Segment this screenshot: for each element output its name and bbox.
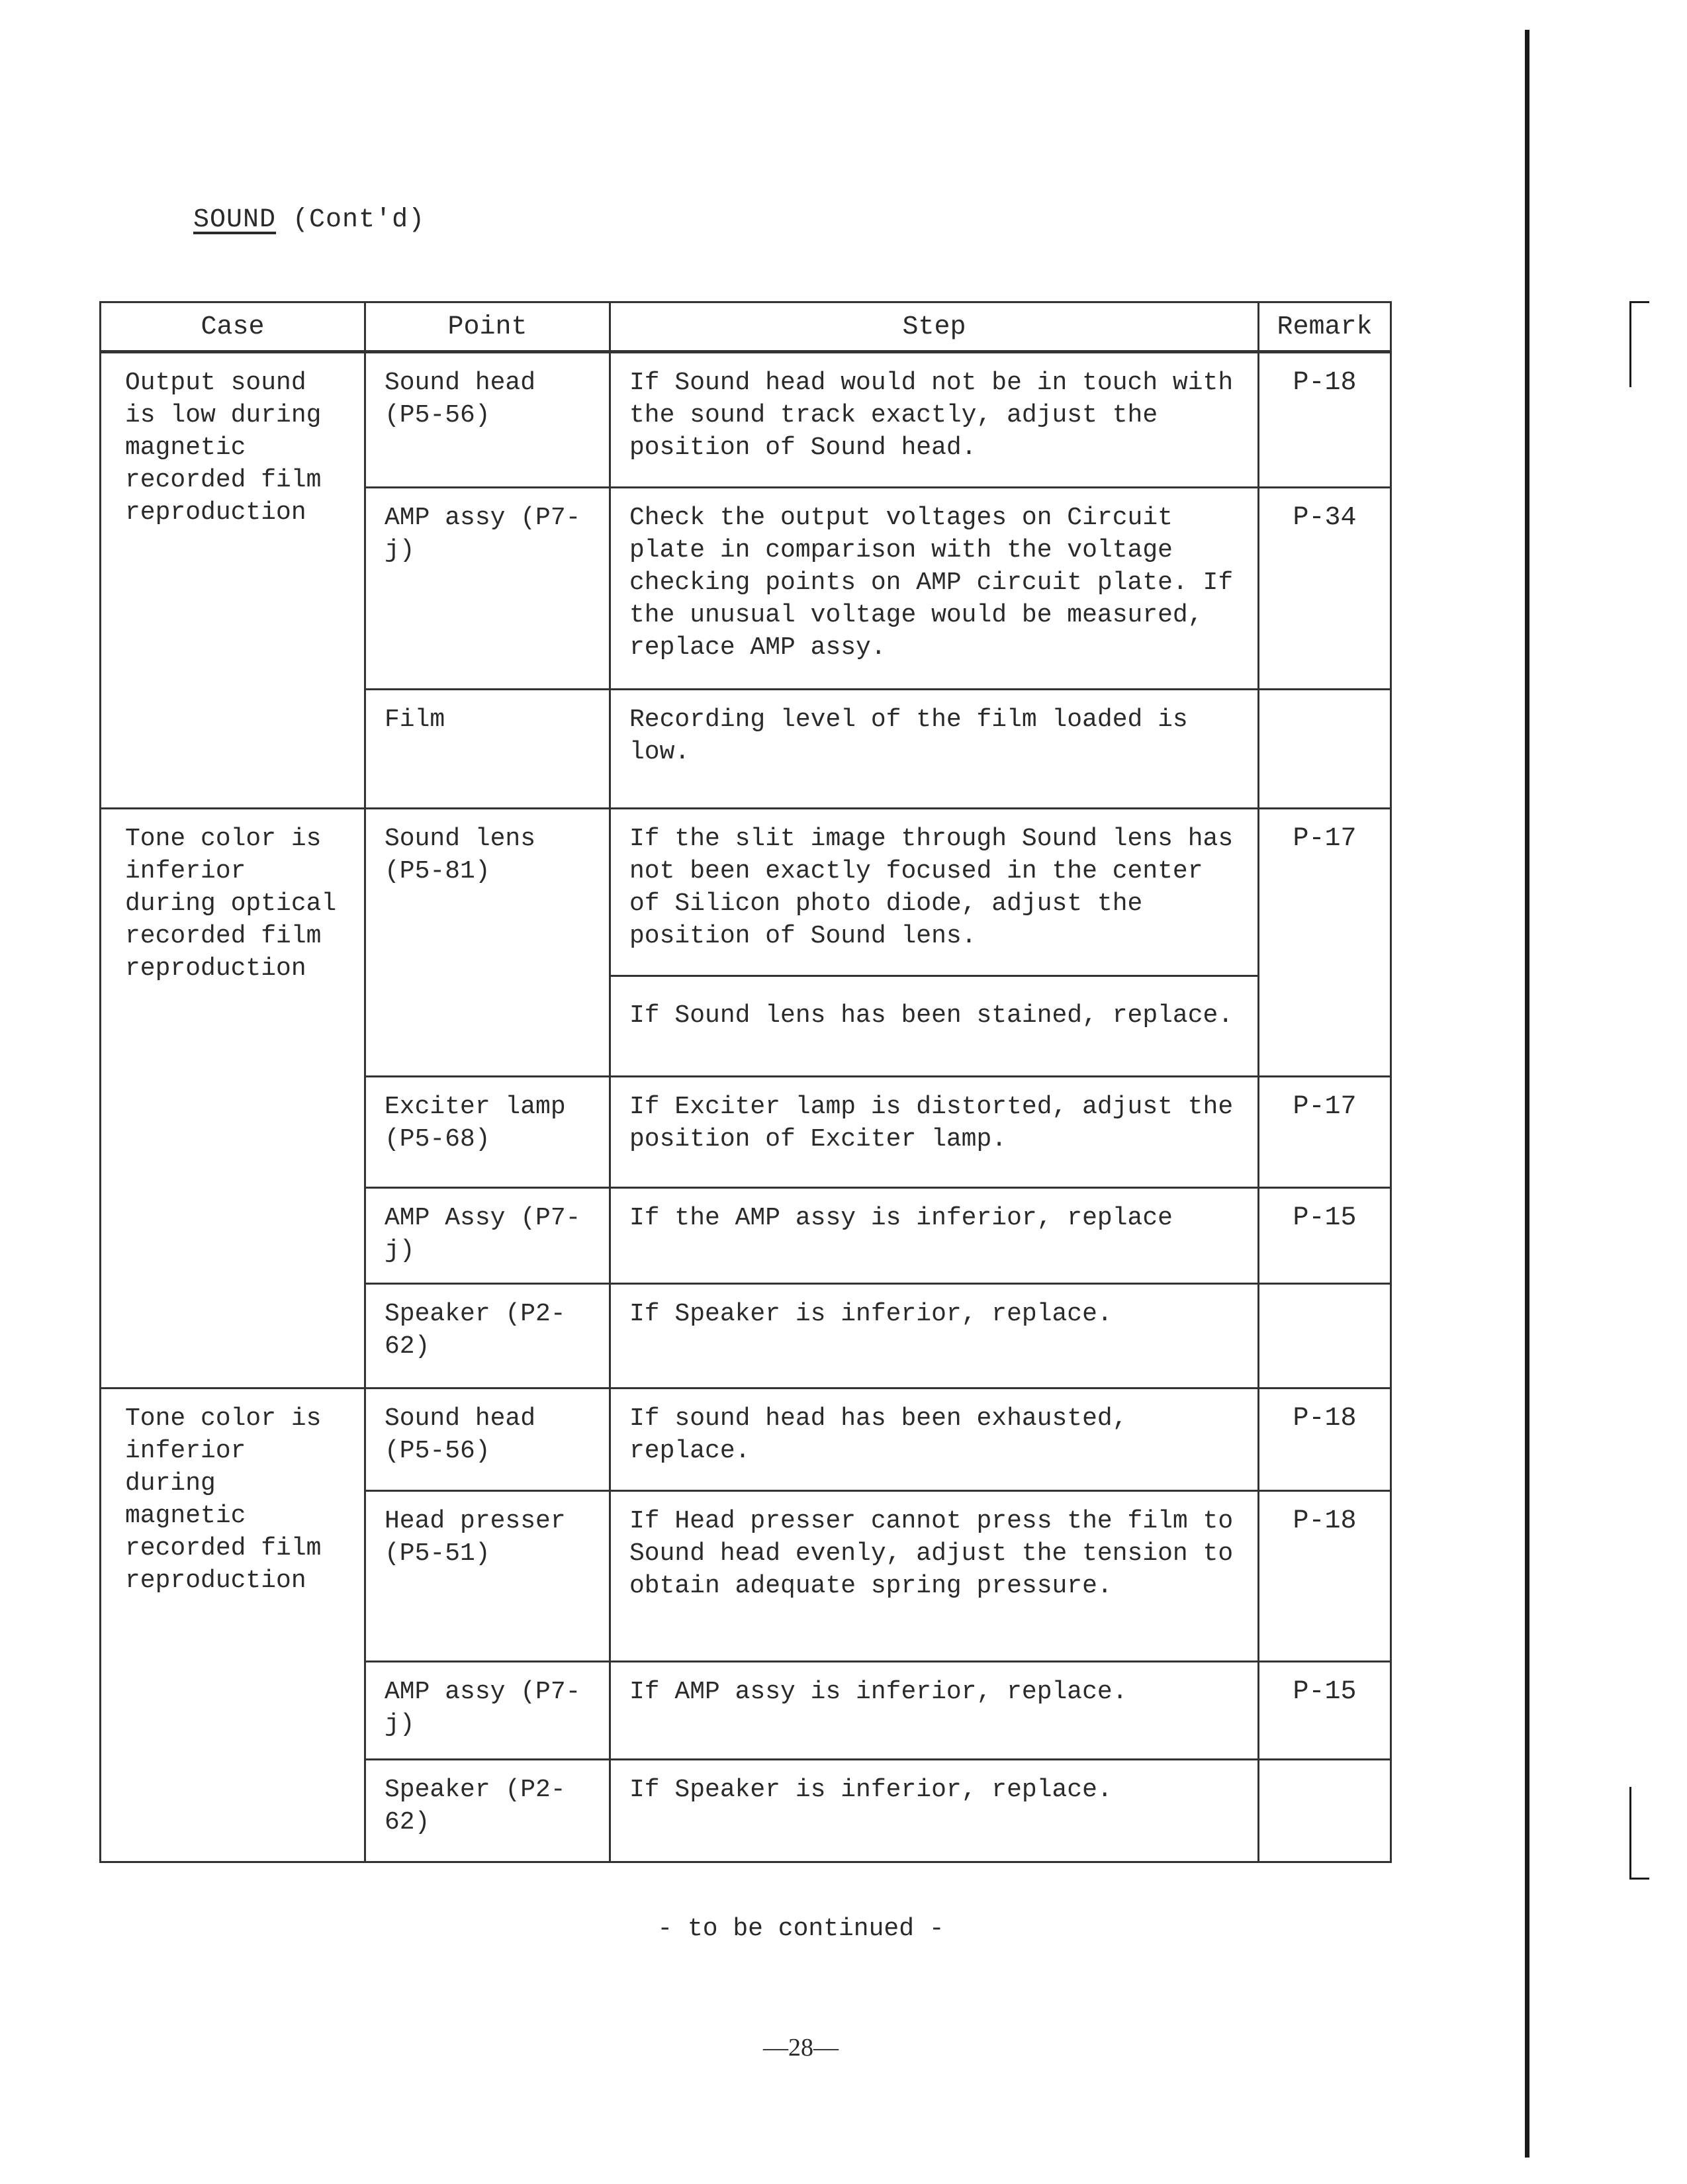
header-case: Case (101, 302, 365, 352)
remark-cell: P-18 (1259, 1491, 1391, 1662)
point-cell: Speaker (P2-62) (365, 1284, 610, 1388)
next-page-edge-bottom (1629, 1787, 1631, 1880)
point-cell: Exciter lamp (P5-68) (365, 1077, 610, 1188)
point-cell: Sound head (P5-56) (365, 352, 610, 488)
remark-cell: P-17 (1259, 1077, 1391, 1188)
remark-cell: P-18 (1259, 352, 1391, 488)
continued-note: - to be continued - (657, 1915, 944, 1943)
step-cell: If Speaker is inferior, replace. (610, 1284, 1259, 1388)
step-cell: Check the output voltages on Circuit plate in comparison with the voltage checking points on AMP circuit plate. If the unusual voltage would be measured, replace AMP assy. (610, 488, 1259, 690)
section-title-suffix: (Cont'd) (293, 205, 426, 235)
section-title: SOUND (193, 205, 277, 235)
remark-cell: P-17 (1259, 809, 1391, 1077)
point-cell: AMP assy (P7-j) (365, 1662, 610, 1760)
point-cell: AMP assy (P7-j) (365, 488, 610, 690)
point-cell: Sound lens (P5-81) (365, 809, 610, 1077)
case-cell: Tone color is inferior during optical recorded film reproduction (101, 809, 365, 1388)
remark-cell: P-18 (1259, 1388, 1391, 1491)
step-cell: If AMP assy is inferior, replace. (610, 1662, 1259, 1760)
step-cell: If Sound head would not be in touch with the sound track exactly, adjust the position of Sound head. (610, 352, 1259, 488)
point-cell: Sound head (P5-56) (365, 1388, 610, 1491)
next-page-edge-top (1629, 301, 1631, 387)
point-cell: AMP Assy (P7-j) (365, 1188, 610, 1284)
remark-cell: P-15 (1259, 1662, 1391, 1760)
header-point: Point (365, 302, 610, 352)
troubleshooting-table (99, 301, 1392, 1863)
section-heading (193, 205, 425, 235)
case-cell: Tone color is inferior during magnetic recorded film reproduction (101, 1388, 365, 1862)
table-header-row (101, 302, 1391, 352)
remark-cell (1259, 1284, 1391, 1388)
point-cell: Speaker (P2-62) (365, 1760, 610, 1862)
step-cell (610, 809, 1259, 1077)
step-cell: If the AMP assy is inferior, replace (610, 1188, 1259, 1284)
header-step: Step (610, 302, 1259, 352)
header-remark: Remark (1259, 302, 1391, 352)
remark-cell (1259, 690, 1391, 809)
table-row (101, 809, 1391, 1077)
point-cell: Film (365, 690, 610, 809)
remark-cell: P-34 (1259, 488, 1391, 690)
table-row (101, 1388, 1391, 1491)
next-page-edge-top-tick (1629, 301, 1649, 303)
step-cell: If Exciter lamp is distorted, adjust the position of Exciter lamp. (610, 1077, 1259, 1188)
step-cell: If Speaker is inferior, replace. (610, 1760, 1259, 1862)
case-cell: Output sound is low during magnetic recorded film reproduction (101, 352, 365, 809)
remark-cell: P-15 (1259, 1188, 1391, 1284)
step-cell: If Head presser cannot press the film to Sound head evenly, adjust the tension to obtain adequate spring pressure. (610, 1491, 1259, 1662)
remark-cell (1259, 1760, 1391, 1862)
step-text: If the slit image through Sound lens has not been exactly focused in the center of Silicon photo diode, adjust the position of Sound lens. (629, 825, 1234, 950)
next-page-edge-bottom-tick (1629, 1878, 1649, 1880)
page-number: —28— (763, 2034, 839, 2062)
point-cell: Head presser (P5-51) (365, 1491, 610, 1662)
table-row (101, 352, 1391, 488)
step-cell: Recording level of the film loaded is low. (610, 690, 1259, 809)
step-cell: If sound head has been exhausted, replace. (610, 1388, 1259, 1491)
scan-edge-line (1525, 30, 1529, 2158)
step-text-secondary: If Sound lens has been stained, replace. (611, 975, 1257, 1032)
